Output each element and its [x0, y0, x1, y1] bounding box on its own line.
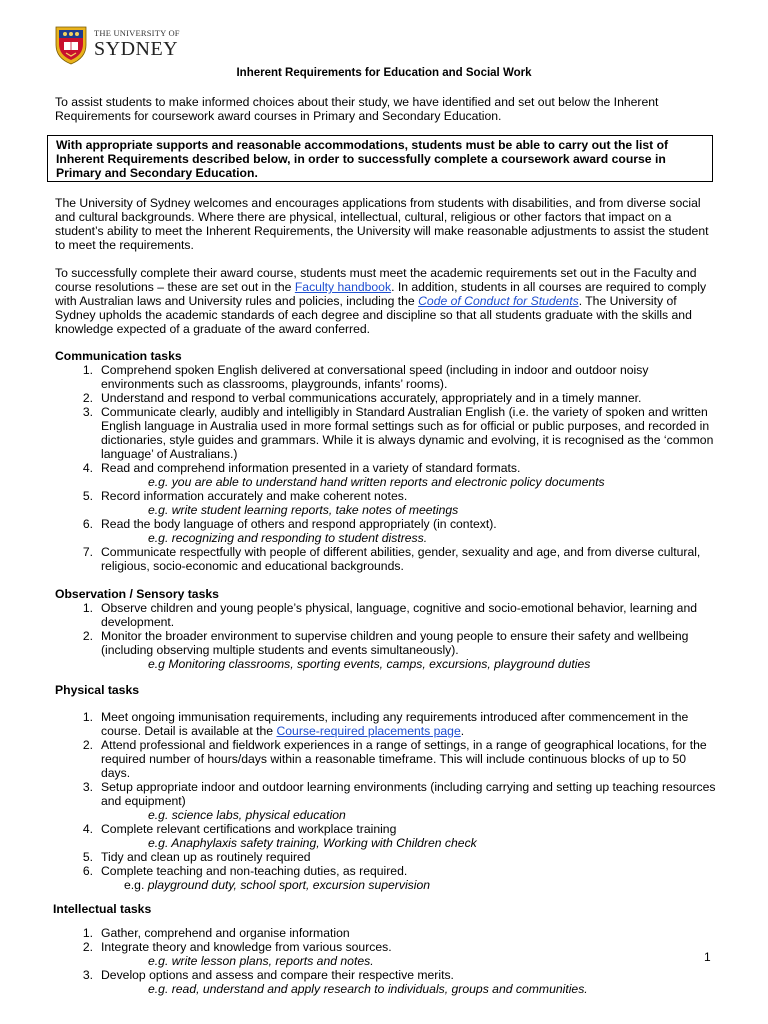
list-item-number: 2. — [82, 738, 93, 752]
list-item-number: 3. — [82, 405, 93, 419]
list-item-text: Record information accurately and make coherent notes. — [101, 489, 408, 503]
academic-text-a: To successfully complete their award course, students must meet the academic requirements set out in the Faculty and course resolutions – these are set out in the — [55, 266, 697, 294]
list-item-text: Comprehend spoken English delivered at conversational speed (including in indoor and outdoor noisy environments such as classrooms, playgrounds, infants’ rooms). — [101, 363, 649, 391]
list-item-number: 5. — [82, 489, 93, 503]
code-of-conduct-link[interactable]: Code of Conduct for Students — [418, 294, 579, 308]
list-item-text: Attend professional and fieldwork experiences in a range of settings, in a range of geographical locations, for the required number of hours/days within a reasonable timeframe. This will include continuous blocks of up to 50 days. — [101, 738, 707, 780]
list-item-text-a: Meet ongoing immunisation requirements, including any requirements introduced after commencement in the course. Detail is available at the — [101, 710, 689, 738]
requirements-box-text: With appropriate supports and reasonable accommodations, students must be able to carry out the list of Inherent Requirements described below, in order to successfully complete a coursework award course in Primary and Secondary Education. — [56, 138, 669, 180]
communication-heading: Communication tasks — [55, 349, 182, 363]
list-item-text: Setup appropriate indoor and outdoor learning environments (including carrying and setting up teaching resources and equipment) — [101, 780, 716, 808]
list-item-text: Complete teaching and non-teaching duties, as required. — [101, 864, 408, 878]
list-item-text: Communicate respectfully with people of different abilities, gender, sexuality and age, and from diverse cultural, religious, socio-economic and educational backgrounds. — [101, 545, 701, 573]
academic-paragraph — [55, 266, 715, 336]
list-item-number: 1. — [82, 710, 93, 724]
list-item-text: Tidy and clean up as routinely required — [101, 850, 311, 864]
list-item-number: 4. — [82, 822, 93, 836]
intro-paragraph: To assist students to make informed choices about their study, we have identified and set out below the Inherent Requirements for coursework award courses in Primary and Secondary Education. — [55, 95, 659, 123]
logo-text-big: SYDNEY — [94, 38, 179, 60]
list-item-text-b: . — [460, 724, 465, 738]
list-item-number: 1. — [82, 926, 93, 940]
document-title: Inherent Requirements for Education and Social Work — [236, 67, 532, 79]
list-item-text: Read the body language of others and respond appropriately (in context). — [101, 517, 497, 531]
example-lead: e.g. — [124, 878, 145, 892]
example-text: e.g. write student learning reports, take notes of meetings — [148, 503, 459, 517]
list-item-number: 6. — [82, 517, 93, 531]
faculty-handbook-link[interactable]: Faculty handbook — [294, 280, 392, 294]
example-text — [124, 878, 430, 892]
list-item-number: 2. — [82, 940, 93, 954]
list-item-number: 7. — [82, 545, 93, 559]
university-logo — [54, 25, 184, 65]
list-item-number: 1. — [82, 601, 93, 615]
physical-heading: Physical tasks — [55, 683, 140, 697]
list-item-number: 4. — [82, 461, 93, 475]
list-item-number: 5. — [82, 850, 93, 864]
observation-heading: Observation / Sensory tasks — [55, 587, 219, 601]
example-text: e.g. science labs, physical education — [148, 808, 346, 822]
list-item-text: Complete relevant certifications and workplace training — [101, 822, 397, 836]
list-item-text: Monitor the broader environment to supervise children and young people to ensure their safety and wellbeing (including observing multiple students and events simultaneously). — [101, 629, 689, 657]
example-text: e.g. you are able to understand hand written reports and electronic policy documents — [148, 475, 605, 489]
list-item-text: Gather, comprehend and organise information — [101, 926, 350, 940]
intellectual-heading: Intellectual tasks — [53, 902, 152, 916]
page-number: 1 — [704, 950, 711, 964]
course-placements-link[interactable]: Course-required placements page — [276, 724, 461, 738]
example-text: e.g. read, understand and apply research to individuals, groups and communities. — [148, 982, 588, 996]
requirements-box — [47, 135, 713, 182]
list-item-text: Understand and respond to verbal communications accurately, appropriately and in a timely manner. — [101, 391, 642, 405]
example-text: e.g. write lesson plans, reports and notes. — [148, 954, 374, 968]
example-text: e.g. recognizing and responding to student distress. — [148, 531, 428, 545]
list-item-text: Integrate theory and knowledge from various sources. — [101, 940, 392, 954]
list-item-text — [101, 710, 717, 738]
university-crest-icon — [54, 25, 88, 65]
list-item-text: Observe children and young people’s physical, language, cognitive and socio-emotional behavior, learning and development. — [101, 601, 698, 629]
example-text: e.g Monitoring classrooms, sporting events, camps, excursions, playground duties — [148, 657, 591, 671]
list-item-number: 2. — [82, 629, 93, 643]
example-body: playground duty, school sport, excursion supervision — [147, 878, 431, 892]
academic-text-b: . In addition, students in all courses are required to comply with Australian laws and University rules and policies, including the — [55, 280, 707, 308]
example-text: e.g. Anaphylaxis safety training, Working with Children check — [148, 836, 477, 850]
list-item-number: 3. — [82, 968, 93, 982]
list-item-text: Read and comprehend information presented in a variety of standard formats. — [101, 461, 521, 475]
list-item-text: Communicate clearly, audibly and intelligibly in Standard Australian English (i.e. the variety of spoken and written English language in Australia used in more formal settings such as for official or public purposes, and recorded in dictionaries, style guides and grammars. While it is always dynamic and evolving, it is recognised as the ‘common language’ of Australians.) — [101, 405, 714, 461]
list-item-number: 1. — [82, 363, 93, 377]
welcome-paragraph: The University of Sydney welcomes and encourages applications from students with disabilities, and from diverse social and cultural backgrounds. Where there are physical, intellectual, cultural, religious or other factors that impact on a student’s ability to meet the Inherent Requirements, the University will make reasonable adjustments to assist the student to meet the requirements. — [55, 196, 709, 252]
list-item-number: 3. — [82, 780, 93, 794]
list-item-number: 6. — [82, 864, 93, 878]
logo-text-small: THE UNIVERSITY OF — [94, 28, 180, 38]
academic-text-c: . The University of Sydney upholds the academic standards of each degree and discipline so that all students graduate with the skills and knowledge expected of a graduate of the award conferred. — [55, 294, 692, 336]
list-item-text: Develop options and assess and compare their respective merits. — [101, 968, 454, 982]
list-item-number: 2. — [82, 391, 93, 405]
